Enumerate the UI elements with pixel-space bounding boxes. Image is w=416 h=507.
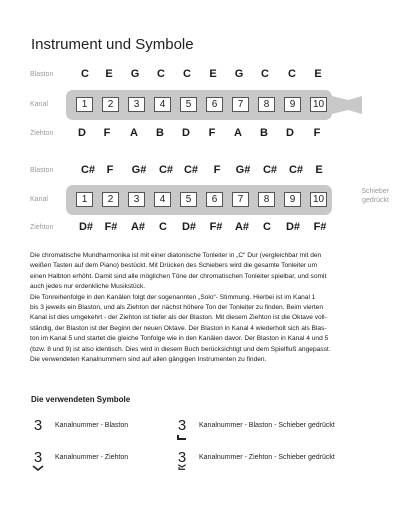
- channel-cell: 3: [128, 97, 145, 112]
- text-line: (bzw. 8 und 9) ist also identisch. Dies wird in diesem Buch berücksichtigt und dem Spielfluß angepasst.: [30, 345, 331, 353]
- lower-blow-note: C#: [262, 164, 278, 176]
- upper-blow-note: C: [81, 68, 89, 80]
- lower-blow-note: E: [315, 164, 323, 176]
- upper-kanal-label: Kanal: [30, 101, 48, 108]
- upper-draw-note: B: [156, 127, 164, 139]
- lower-blow-note: F: [213, 164, 221, 176]
- slider-label-line: gedrückt: [362, 197, 389, 204]
- lower-draw-note: C: [263, 221, 271, 233]
- channel-cell: 9: [284, 97, 301, 112]
- channel-cell: 1: [76, 192, 93, 207]
- channel-cell: 5: [180, 97, 197, 112]
- text-line: Die Tonreihenfolge in den Kanälen folgt der sogenannten „Solo“- Stimmung. Hierbei ist im Kanal 1: [30, 293, 316, 301]
- symbol-label: Kanalnummer - Blaston - Schieber gedrückt: [199, 422, 335, 429]
- lower-blow-note: C#: [183, 164, 199, 176]
- upper-draw-note: A: [234, 127, 242, 139]
- channel-cell: 4: [154, 192, 171, 207]
- channel-cell: 6: [206, 192, 223, 207]
- lower-harmonica: [66, 185, 366, 215]
- text-line: einen Halbton erhöht. Damit sind alle möglichen Töne der chromatischen Tonleiter spielbar, und somit: [30, 272, 327, 280]
- channel-cell: 1: [76, 97, 93, 112]
- text-line: Die verwendeten Kanalnummern sind auf allen gängigen Instrumenten zu finden.: [30, 356, 267, 364]
- text-line: weißen Tasten auf dem Piano) bestückt. Mit Drücken des Schiebers wird die gesamte Tonleiter um: [30, 262, 318, 270]
- channel-cell: 10: [310, 192, 327, 207]
- slider-pressed-mark-icon: [175, 434, 189, 440]
- upper-draw-note: F: [103, 127, 111, 139]
- text-line: ton im Kanal 5 und startet die gleiche Tonfolge wie in den Kanälen davor. Der Blaston in Kanal 4 und 5: [30, 335, 329, 343]
- intro-paragraph: [30, 251, 388, 365]
- upper-draw-note: F: [313, 127, 321, 139]
- channel-cell: 8: [258, 97, 275, 112]
- upper-draw-note: F: [208, 127, 216, 139]
- lower-draw-note: A#: [130, 221, 146, 233]
- symbol-label: Kanalnummer - Blaston: [55, 422, 129, 429]
- symbol-label: Kanalnummer - Ziehton - Schieber gedrückt: [199, 454, 335, 461]
- lower-draw-note: D#: [285, 221, 301, 233]
- symbols-heading: Die verwendeten Symbole: [31, 395, 131, 404]
- lower-blow-note: C#: [80, 164, 96, 176]
- text-line: Kanal ist dies umgekehrt - der Ziehton ist tiefer als der Blaston. Mit diesem Ziehton ist die Oktave voll-: [30, 314, 327, 322]
- lower-blow-note: G#: [235, 164, 251, 176]
- channel-cell: 9: [284, 192, 301, 207]
- channel-number-glyph: 3: [177, 449, 187, 466]
- upper-draw-note: D: [78, 127, 86, 139]
- upper-draw-note: D: [286, 127, 294, 139]
- upper-blow-note: C: [157, 68, 165, 80]
- channel-cell: 10: [310, 97, 327, 112]
- text-line: bis 3 jeweils ein Blaston, und als Ziehton der nächst höhere Ton der Tonleiter zu finden. Beim vierten: [30, 304, 323, 312]
- upper-blaston-label: Blaston: [30, 71, 54, 78]
- lower-draw-note: C: [159, 221, 167, 233]
- channel-cell: 3: [128, 192, 145, 207]
- upper-ziehton-label: Ziehton: [30, 130, 54, 137]
- draw-mark-icon: [31, 465, 45, 471]
- text-line: ständig, der Blaston ist der Beginn der neuen Oktave. Der Blaston in Kanal 4 wiederholt sich als Blas-: [30, 324, 327, 332]
- channel-cell: 5: [180, 192, 197, 207]
- lower-draw-note: D#: [78, 221, 94, 233]
- channel-cell: 7: [232, 97, 249, 112]
- lower-blow-note: G#: [131, 164, 147, 176]
- upper-draw-note: A: [130, 127, 138, 139]
- upper-blow-note: C: [261, 68, 269, 80]
- lower-blaston-label: Blaston: [30, 167, 54, 174]
- slider-pressed-label: [349, 187, 389, 205]
- upper-blow-note: E: [209, 68, 217, 80]
- upper-blow-note: E: [314, 68, 322, 80]
- lower-draw-note: A#: [234, 221, 250, 233]
- lower-draw-note: F#: [104, 221, 118, 233]
- symbol-label: Kanalnummer - Ziehton: [55, 454, 129, 461]
- upper-blow-note: G: [234, 68, 244, 80]
- channel-number-glyph: 3: [33, 417, 43, 434]
- upper-draw-note: B: [260, 127, 268, 139]
- channel-cell: 4: [154, 97, 171, 112]
- upper-harmonica: [66, 90, 366, 120]
- lower-draw-note: D#: [181, 221, 197, 233]
- upper-blow-note: G: [130, 68, 140, 80]
- channel-cell: 6: [206, 97, 223, 112]
- channel-number-glyph: 3: [33, 449, 43, 466]
- lower-blow-note: F: [106, 164, 114, 176]
- channel-cell: 2: [102, 192, 119, 207]
- text-line: auch jedes nur erdenkliche Musikstück.: [30, 283, 146, 291]
- lower-blow-note: C#: [158, 164, 174, 176]
- slider-label-line: Schieber: [361, 188, 389, 195]
- upper-blow-note: C: [288, 68, 296, 80]
- channel-cell: 8: [258, 192, 275, 207]
- lower-draw-note: F#: [313, 221, 327, 233]
- page-title: Instrument und Symbole: [31, 36, 194, 53]
- lower-kanal-label: Kanal: [30, 196, 48, 203]
- upper-draw-note: D: [182, 127, 190, 139]
- upper-blow-note: E: [105, 68, 113, 80]
- lower-blow-note: C#: [288, 164, 304, 176]
- upper-blow-note: C: [183, 68, 191, 80]
- text-line: Die chromatische Mundharmonika ist mit einer diatonische Tonleiter in „C“ Dur (vergleichbar mit den: [30, 252, 322, 259]
- lower-ziehton-label: Ziehton: [30, 224, 54, 231]
- channel-cell: 2: [102, 97, 119, 112]
- lower-draw-note: F#: [209, 221, 223, 233]
- channel-number-glyph: 3: [177, 417, 187, 434]
- draw-slider-mark-icon: [175, 464, 189, 470]
- channel-cell: 7: [232, 192, 249, 207]
